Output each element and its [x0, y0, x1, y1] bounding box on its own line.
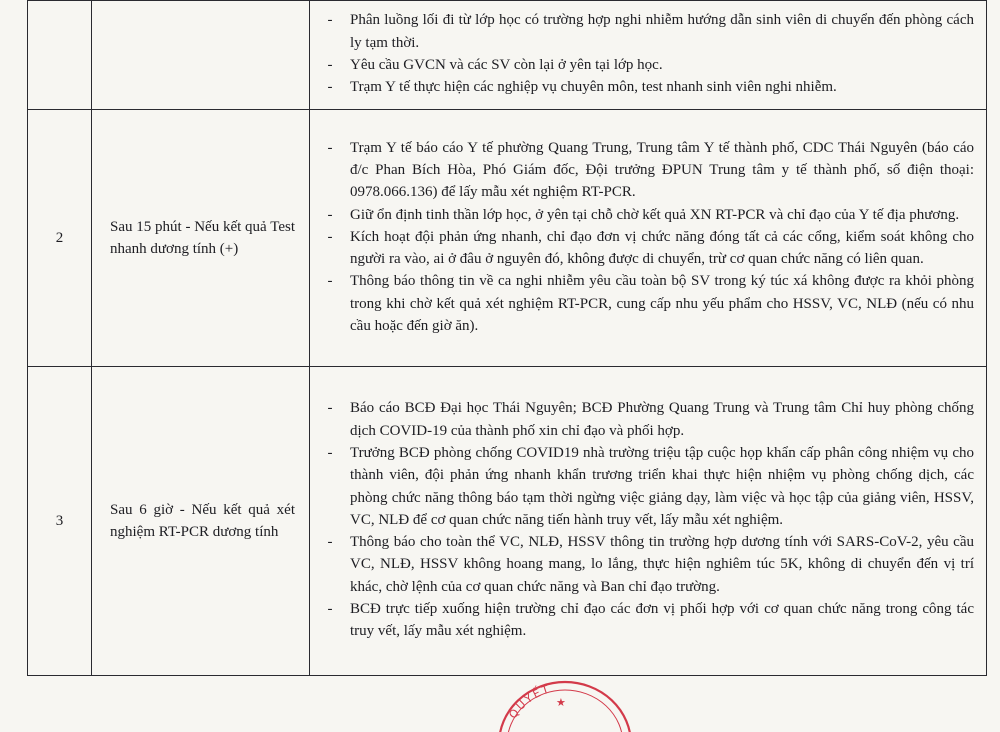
svg-text:★: ★: [556, 696, 566, 709]
list-item: - Kích hoạt đội phản ứng nhanh, chỉ đạo đơn vị chức năng đóng tất cả các cổng, kiểm soát không cho người ra vào, ai ở đâu ở nguyên đó, không được di chuyển, trừ cơ quan chức năng có liên quan.: [320, 226, 974, 271]
bullet-dash: -: [327, 139, 333, 156]
table-row: [28, 110, 987, 367]
bullet-dash: -: [327, 206, 333, 223]
bullet-dash: -: [327, 534, 333, 551]
list-item: - Thông báo thông tin về ca nghi nhiễm yêu cầu toàn bộ SV trong ký túc xá không được ra khỏi phòng trong khi chờ kết quả xét nghiệm RT-PCR, cung cấp nhu yếu phẩm cho HSSV, VC, NLĐ (nếu có nhu cầu hoặc đến giờ ăn).: [320, 270, 974, 337]
table-row: [28, 1, 987, 110]
action-list: [320, 397, 974, 642]
list-item: - Báo cáo BCĐ Đại học Thái Nguyên; BCĐ Phường Quang Trung và Trung tâm Chỉ huy phòng chống dịch COVID-19 của thành phố xin chỉ đạo và phối hợp.: [320, 397, 974, 442]
action-list: [320, 137, 974, 338]
action-list: [320, 9, 974, 98]
actions-cell: [310, 1, 987, 110]
bullet-dash: -: [327, 400, 333, 417]
bullet-dash: -: [327, 444, 333, 461]
actions-cell: [310, 367, 987, 676]
seal-text: QUYẾT: [506, 682, 553, 722]
list-item: - Trạm Y tế thực hiện các nghiệp vụ chuyên môn, test nhanh sinh viên nghi nhiễm.: [320, 76, 974, 98]
official-seal-icon: [490, 672, 640, 732]
response-plan-table: [27, 0, 987, 676]
bullet-dash: -: [327, 228, 333, 245]
list-item: - Trạm Y tế báo cáo Y tế phường Quang Trung, Trung tâm Y tế thành phố, CDC Thái Nguyên (báo cáo đ/c Phan Bích Hòa, Phó Giám đốc, Đội trưởng ĐPUN Trung tâm y tế thành phố, số điện thoại: 0978.066.136) để lấy mẫu xét nghiệm RT-PCR.: [320, 137, 974, 204]
bullet-dash: -: [327, 273, 333, 290]
list-item: - BCĐ trực tiếp xuống hiện trường chỉ đạo các đơn vị phối hợp với cơ quan chức năng trong công tác truy vết, lấy mẫu xét nghiệm.: [320, 598, 974, 643]
time-condition-cell: Sau 6 giờ - Nếu kết quả xét nghiệm RT-PCR dương tính: [92, 367, 310, 676]
step-number-cell: 3: [28, 367, 92, 676]
list-item: - Yêu cầu GVCN và các SV còn lại ở yên tại lớp học.: [320, 54, 974, 76]
step-number-cell: [28, 1, 92, 110]
actions-cell: [310, 110, 987, 367]
time-condition-cell: Sau 15 phút - Nếu kết quả Test nhanh dương tính (+): [92, 110, 310, 367]
svg-text:QUYẾT: [506, 682, 552, 721]
list-item: - Trưởng BCĐ phòng chống COVID19 nhà trường triệu tập cuộc họp khẩn cấp phân công nhiệm vụ cho thành viên, đội phản ứng nhanh khẩn trương triển khai thực hiện nhiệm vụ phòng chống dịch, các phòng chức năng thông báo tạm thời ngừng việc giảng dạy, làm việc và học tập của giảng viên, HSSV, VC, NLĐ để cơ quan chức năng tiến hành truy vết, lấy mẫu xét nghiệm.: [320, 442, 974, 531]
time-condition-cell: [92, 1, 310, 110]
list-item: - Giữ ổn định tinh thần lớp học, ở yên tại chỗ chờ kết quả XN RT-PCR và chỉ đạo của Y tế địa phương.: [320, 204, 974, 226]
bullet-dash: -: [327, 57, 333, 73]
bullet-dash: -: [327, 79, 333, 96]
list-item: - Phân luồng lối đi từ lớp học có trường hợp nghi nhiễm hướng dẫn sinh viên di chuyển đến phòng cách ly tạm thời.: [320, 9, 974, 54]
bullet-dash: -: [327, 12, 333, 29]
bullet-dash: -: [327, 601, 333, 618]
list-item: - Thông báo cho toàn thể VC, NLĐ, HSSV thông tin trường hợp dương tính với SARS-CoV-2, yêu cầu VC, NLĐ, HSSV không hoang mang, lo lắng, thực hiện nghiêm túc 5K, không di chuyển đến vị trí khác, chờ lệnh của cơ quan chức năng và Ban chỉ đạo trường.: [320, 531, 974, 598]
table-row: [28, 367, 987, 676]
step-number-cell: 2: [28, 110, 92, 367]
